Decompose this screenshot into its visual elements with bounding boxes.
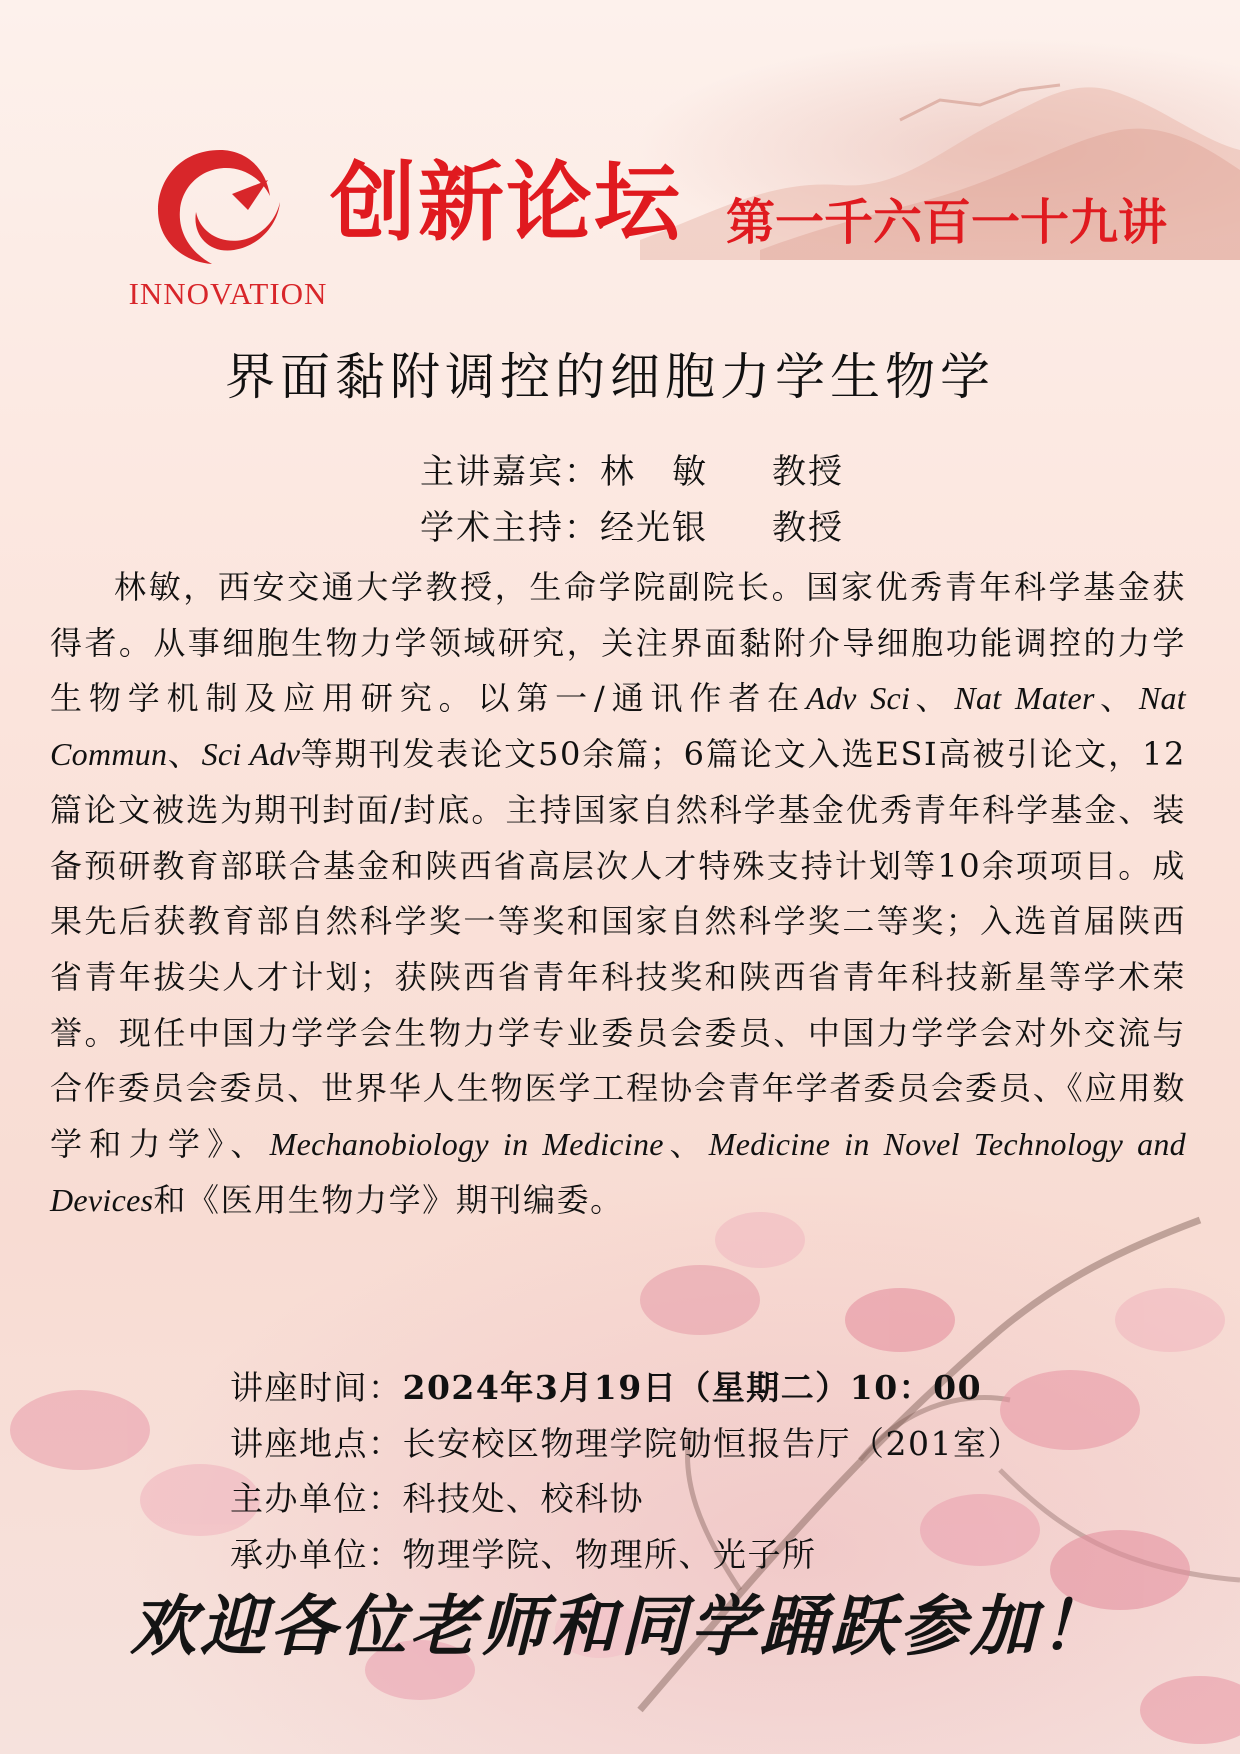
bio-separator: 、 bbox=[910, 679, 955, 718]
journal-name: Adv Sci bbox=[805, 680, 911, 717]
info-label: 承办单位： bbox=[230, 1534, 403, 1574]
speaker-title: 教授 bbox=[772, 452, 845, 492]
bio-text-1: 林敏，西安交通大学教授，生命学院副院长。国家优秀青年科学基金获得者。从事细胞生物力学领域研究，关注界面黏附介导细胞功能调控的力学生物学机制及应用研究。以第一/通讯作者在 bbox=[50, 568, 1186, 718]
header bbox=[0, 0, 1240, 320]
info-value-time: 2024年3月19日（星期二）10：00 bbox=[402, 1368, 983, 1407]
journal-name: Mechanobiology in Medicine bbox=[269, 1126, 664, 1163]
info-value-location: 长安校区物理学院劬恒报告厅（201室） bbox=[402, 1423, 1022, 1463]
journal-name: Sci Adv bbox=[201, 736, 301, 773]
innovation-logo-icon bbox=[150, 140, 290, 270]
journal-name: Nat Mater bbox=[954, 680, 1095, 717]
speaker-name: 林 敏 bbox=[600, 452, 708, 492]
bio-separator: 、 bbox=[167, 735, 202, 774]
speaker-row bbox=[420, 444, 844, 500]
info-row-time bbox=[230, 1360, 1022, 1416]
info-value-organizer: 科技处、校科协 bbox=[402, 1479, 644, 1518]
speaker-host-block bbox=[420, 444, 844, 556]
host-label: 学术主持： bbox=[420, 508, 600, 548]
lecture-title: 界面黏附调控的细胞力学生物学 bbox=[225, 348, 995, 406]
lecture-number: 第一千六百一十九讲 bbox=[726, 194, 1168, 251]
journal-name: Nat Commun bbox=[50, 680, 1186, 773]
info-row-location bbox=[230, 1416, 1022, 1472]
host-name: 经光银 bbox=[600, 508, 708, 548]
forum-title: 创新论坛 bbox=[330, 153, 682, 253]
info-label: 主办单位： bbox=[230, 1479, 403, 1518]
host-title: 教授 bbox=[772, 508, 845, 548]
speaker-biography bbox=[50, 560, 1186, 1228]
host-row bbox=[420, 500, 844, 556]
info-value-host-unit: 物理学院、物理所、光子所 bbox=[402, 1534, 817, 1574]
logo-text: INNOVATION bbox=[128, 276, 328, 311]
lecture-info bbox=[230, 1360, 1022, 1582]
bio-separator: 、 bbox=[663, 1125, 709, 1164]
bio-separator: 、 bbox=[1094, 679, 1139, 718]
info-row-host-unit bbox=[230, 1527, 1022, 1583]
bio-text-2: 等期刊发表论文50余篇；6篇论文入选ESI高被引论文，12篇论文被选为期刊封面/封底。主持国家自然科学基金优秀青年科学基金、装备预研教育部联合基金和陕西省高层次人才特殊支持计划等10余项项目。成果先后获教育部自然科学奖一等奖和国家自然科学奖二等奖；入选首届陕西省青年拔尖人才计划；获陕西省青年科技奖和陕西省青年科技新星等学术荣誉。现任中国力学学会生物力学专业委员会委员、中国力学学会对外交流与合作委员会委员、世界华人生物医学工程协会青年学者委员会委员、《应用数学和力学》、 bbox=[50, 735, 1186, 1164]
info-label: 讲座时间： bbox=[230, 1368, 403, 1407]
bio-text-3: 和《医用生物力学》期刊编委。 bbox=[153, 1180, 624, 1219]
info-label: 讲座地点： bbox=[230, 1423, 403, 1463]
welcome-message: 欢迎各位老师和同学踊跃参加！ bbox=[130, 1588, 1110, 1665]
speaker-label: 主讲嘉宾： bbox=[420, 452, 600, 492]
journal-name: Medicine in Novel Technology and Devices bbox=[50, 1126, 1186, 1218]
info-row-organizer bbox=[230, 1471, 1022, 1527]
